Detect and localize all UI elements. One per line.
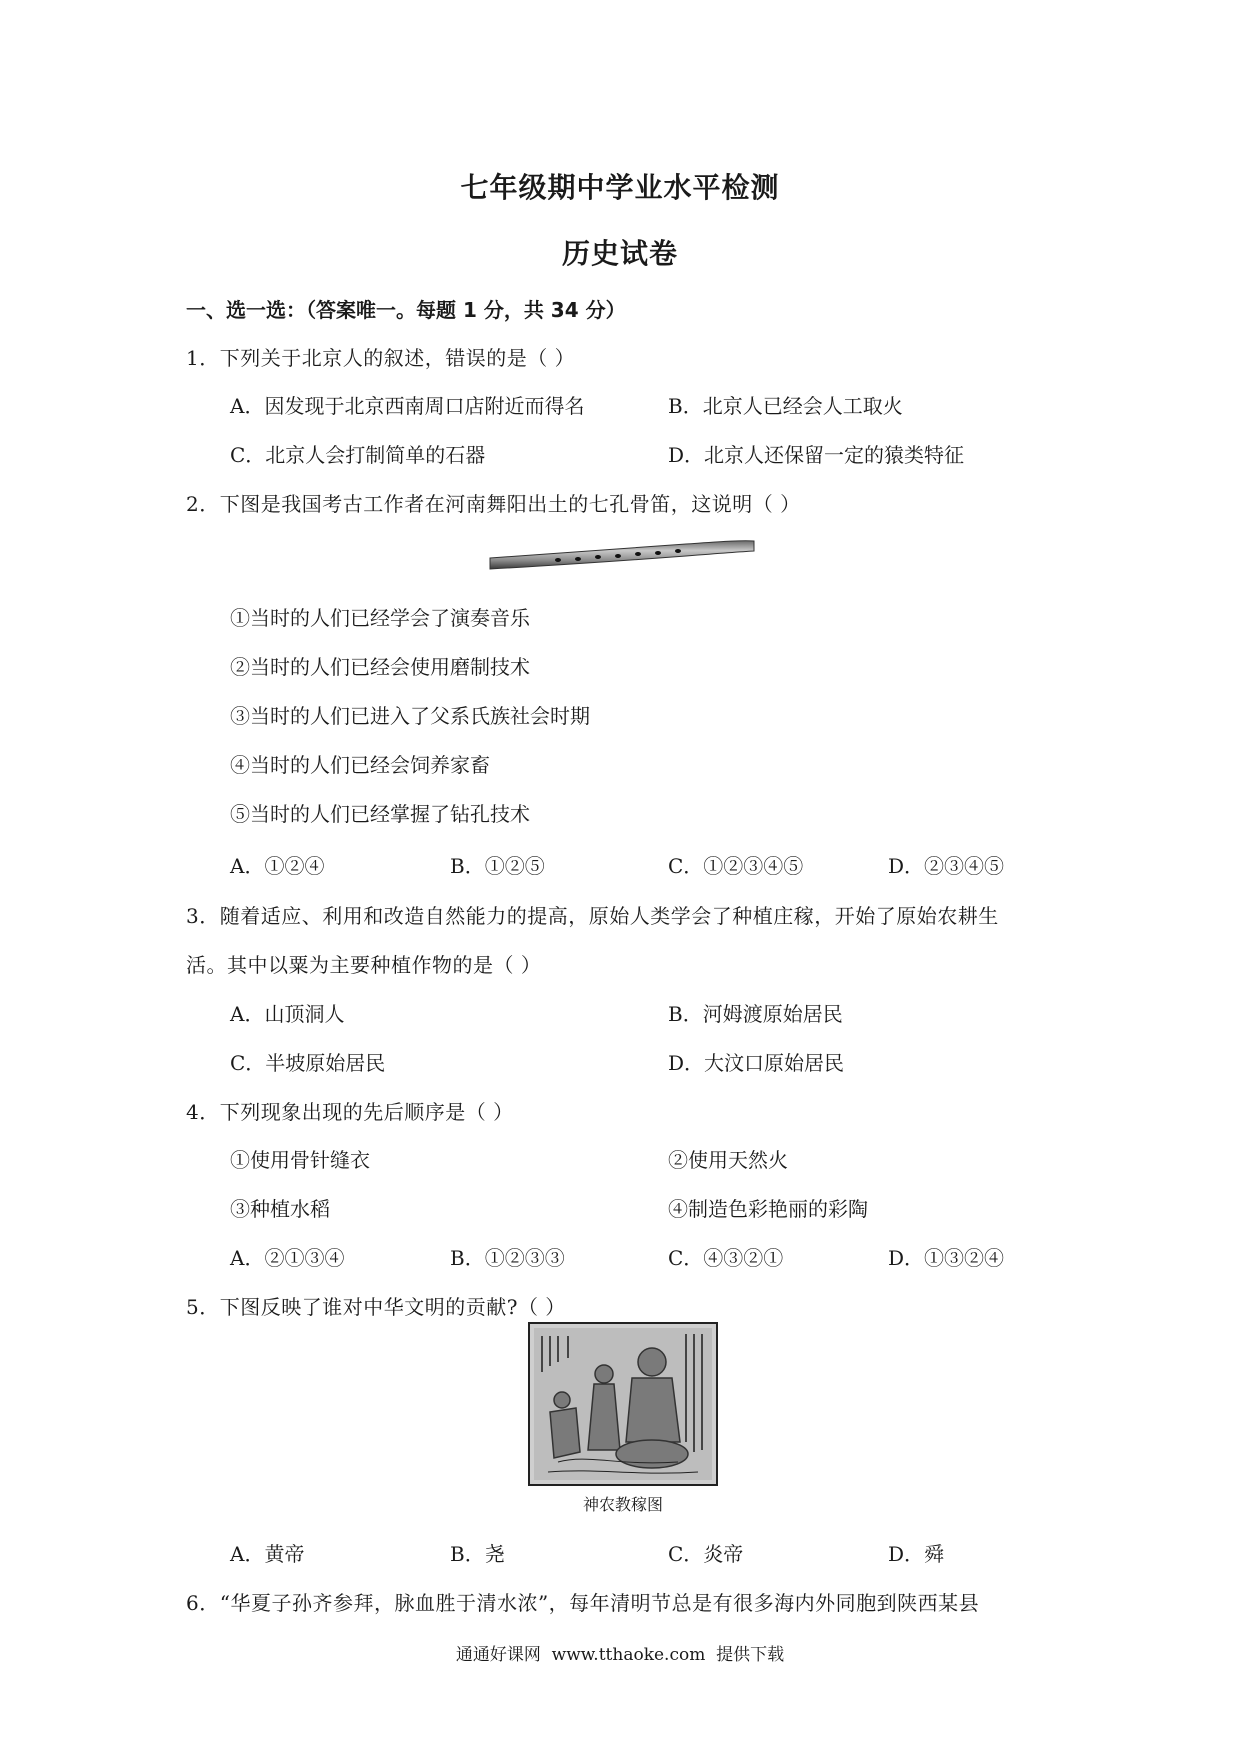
question-5-option-c: C．炎帝 (668, 1542, 744, 1566)
question-4-option-c: C．④③②① (668, 1246, 784, 1270)
question-1-option-d: D．北京人还保留一定的猿类特征 (668, 443, 965, 467)
question-2-option-c: C．①②③④⑤ (668, 854, 804, 878)
question-3-option-d: D．大汶口原始居民 (668, 1051, 845, 1075)
question-1-option-c: C．北京人会打制简单的石器 (230, 443, 486, 467)
question-4-statement-3: ③种植水稻 (230, 1197, 330, 1221)
bone-flute-image (486, 532, 758, 574)
question-2-statement-5: ⑤当时的人们已经掌握了钻孔技术 (230, 802, 530, 826)
page-footer: 通通好课网 www.tthaoke.com 提供下载 (455, 1645, 785, 1665)
question-2-statement-3: ③当时的人们已进入了父系氏族社会时期 (230, 704, 590, 728)
question-3-option-c: C．半坡原始居民 (230, 1051, 386, 1075)
question-2-option-d: D．②③④⑤ (888, 854, 1005, 878)
question-3-stem-line-2: 活。其中以粟为主要种植作物的是（ ） (186, 953, 542, 977)
question-1-stem: 1．下列关于北京人的叙述，错误的是（ ） (186, 346, 576, 370)
shennong-illustration (528, 1322, 718, 1486)
page-subtitle: 历史试卷 (561, 237, 678, 270)
question-2-stem: 2．下图是我国考古工作者在河南舞阳出土的七孔骨笛，这说明（ ） (186, 492, 801, 516)
page-title: 七年级期中学业水平检测 (460, 171, 780, 204)
question-2-option-a: A．①②④ (230, 854, 325, 878)
question-5-stem: 5．下图反映了谁对中华文明的贡献?（ ） (186, 1295, 566, 1319)
question-6-stem: 6．“华夏子孙齐参拜，脉血胜于清水浓”，每年清明节总是有很多海内外同胞到陕西某县 (186, 1591, 980, 1615)
question-4-stem: 4．下列现象出现的先后顺序是（ ） (186, 1100, 514, 1124)
question-2-statement-1: ①当时的人们已经学会了演奏音乐 (230, 606, 530, 630)
question-2-statement-2: ②当时的人们已经会使用磨制技术 (230, 655, 530, 679)
question-4-option-b: B．①②③③ (450, 1246, 565, 1270)
question-1-option-a: A．因发现于北京西南周口店附近而得名 (230, 394, 585, 418)
question-5-option-d: D．舜 (888, 1542, 945, 1566)
shennong-caption: 神农教稼图 (582, 1495, 663, 1514)
question-4-statement-1: ①使用骨针缝衣 (230, 1148, 370, 1172)
question-4-statement-4: ④制造色彩艳丽的彩陶 (668, 1197, 868, 1221)
question-2-statement-4: ④当时的人们已经会饲养家畜 (230, 753, 490, 777)
question-3-option-b: B．河姆渡原始居民 (668, 1002, 843, 1026)
question-4-statement-2: ②使用天然火 (668, 1148, 788, 1172)
question-3-option-a: A．山顶洞人 (230, 1002, 345, 1026)
question-1-option-b: B．北京人已经会人工取火 (668, 394, 903, 418)
section-heading: 一、选一选：（答案唯一。每题 1 分，共 34 分） (186, 298, 626, 322)
question-2-option-b: B．①②⑤ (450, 854, 545, 878)
question-4-option-d: D．①③②④ (888, 1246, 1005, 1270)
question-3-stem-line-1: 3．随着适应、利用和改造自然能力的提高，原始人类学会了种植庄稼，开始了原始农耕生 (186, 904, 999, 928)
question-5-option-b: B．尧 (450, 1542, 505, 1566)
question-4-option-a: A．②①③④ (230, 1246, 345, 1270)
question-5-option-a: A．黄帝 (230, 1542, 305, 1566)
